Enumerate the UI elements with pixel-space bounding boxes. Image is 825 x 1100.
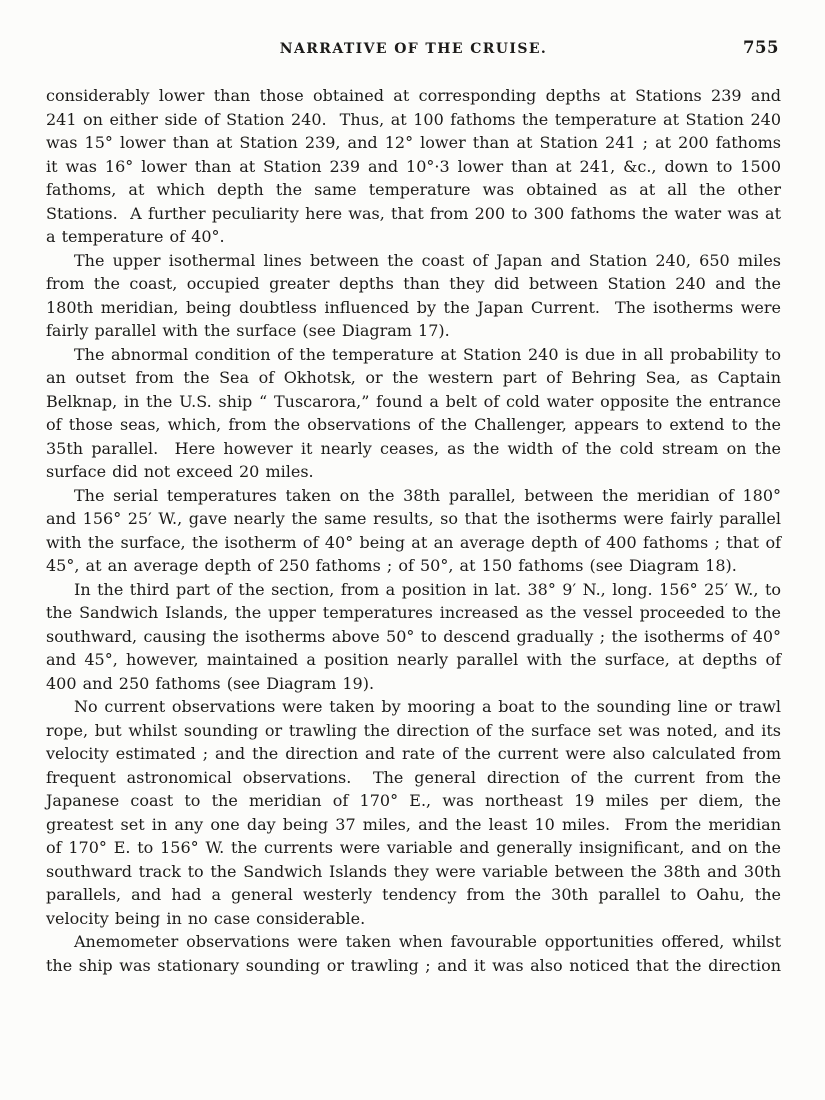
paragraph: The upper isothermal lines between the coast of Japan and Station 240, 650 miles from the coast, occupied greater depths than they did between Station 240 and the 180th meridian, being doubtless influenced by the Japan Current. The isotherms were fairly parallel with the surface (see Diagram 17). <box>46 250 781 340</box>
page-number: 755 <box>743 38 779 57</box>
paragraph: The abnormal condition of the temperature at Station 240 is due in all probability to an outset from the Sea of Okhotsk, or the western part of Behring Sea, as Captain Belknap, in the U.S. ship “ Tuscarora,” found a belt of cold water opposite the entrance of those seas, which, from the observations of the Challenger, appears to extend to the 35th parallel. Here however it nearly ceases, as the width of the cold stream on the surface did not exceed 20 miles. <box>46 344 781 481</box>
page-header <box>46 38 781 60</box>
paragraph: In the third part of the section, from a position in lat. 38° 9′ N., long. 156° 25′ W., to the Sandwich Islands, the upper temperatures increased as the vessel proceeded to the southward, causing the isotherms above 50° to descend gradually ; the isotherms of 40° and 45°, however, maintained a position nearly parallel with the surface, at depths of 400 and 250 fathoms (see Diagram 19). <box>46 579 781 693</box>
running-title: NARRATIVE OF THE CRUISE. <box>279 41 548 57</box>
paragraph: No current observations were taken by mooring a boat to the sounding line or trawl rope, but whilst sounding or trawling the direction of the surface set was noted, and its velocity estimated ; and the direction and rate of the current were also calculated from frequent astronomical observations. The general direction of the current from the Japanese coast to the meridian of 170° E., was northeast 19 miles per diem, the greatest set in any one day being 37 miles, and the least 10 miles. From the meridian of 170° E. to 156° W. the currents were variable and generally insignificant, and on the southward track to the Sandwich Islands they were variable between the 38th and 30th parallels, and had a general westerly tendency from the 30th parallel to Oahu, the velocity being in no case considerable. <box>46 697 781 928</box>
paragraph-continuation: considerably lower than those obtained at corresponding depths at Stations 239 and 241 on either side of Station 240. Thus, at 100 fathoms the temperature at Station 240 was 15° lower than at Station 239, and 12° lower than at Station 241 ; at 200 fathoms it was 16° lower than at Station 239 and 10°·3 lower than at 241, &c., down to 1500 fathoms, at which depth the same temperature was obtained as at all the other Stations. A further peculiarity here was, that from 200 to 300 fathoms the water was at a temperature of 40°. <box>46 86 781 246</box>
page-body <box>46 84 781 977</box>
paragraph: The serial temperatures taken on the 38th parallel, between the meridian of 180° and 156° 25′ W., gave nearly the same results, so that the isotherms were fairly parallel with the surface, the isotherm of 40° being at an average depth of 400 fathoms ; that of 45°, at an average depth of 250 fathoms ; of 50°, at 150 fathoms (see Diagram 18). <box>46 485 781 575</box>
paragraph-runs-to-next-page: Anemometer observations were taken when favourable opportunities offered, whilst the ship was stationary sounding or trawling ; and it was also noticed that the direction <box>46 932 781 975</box>
